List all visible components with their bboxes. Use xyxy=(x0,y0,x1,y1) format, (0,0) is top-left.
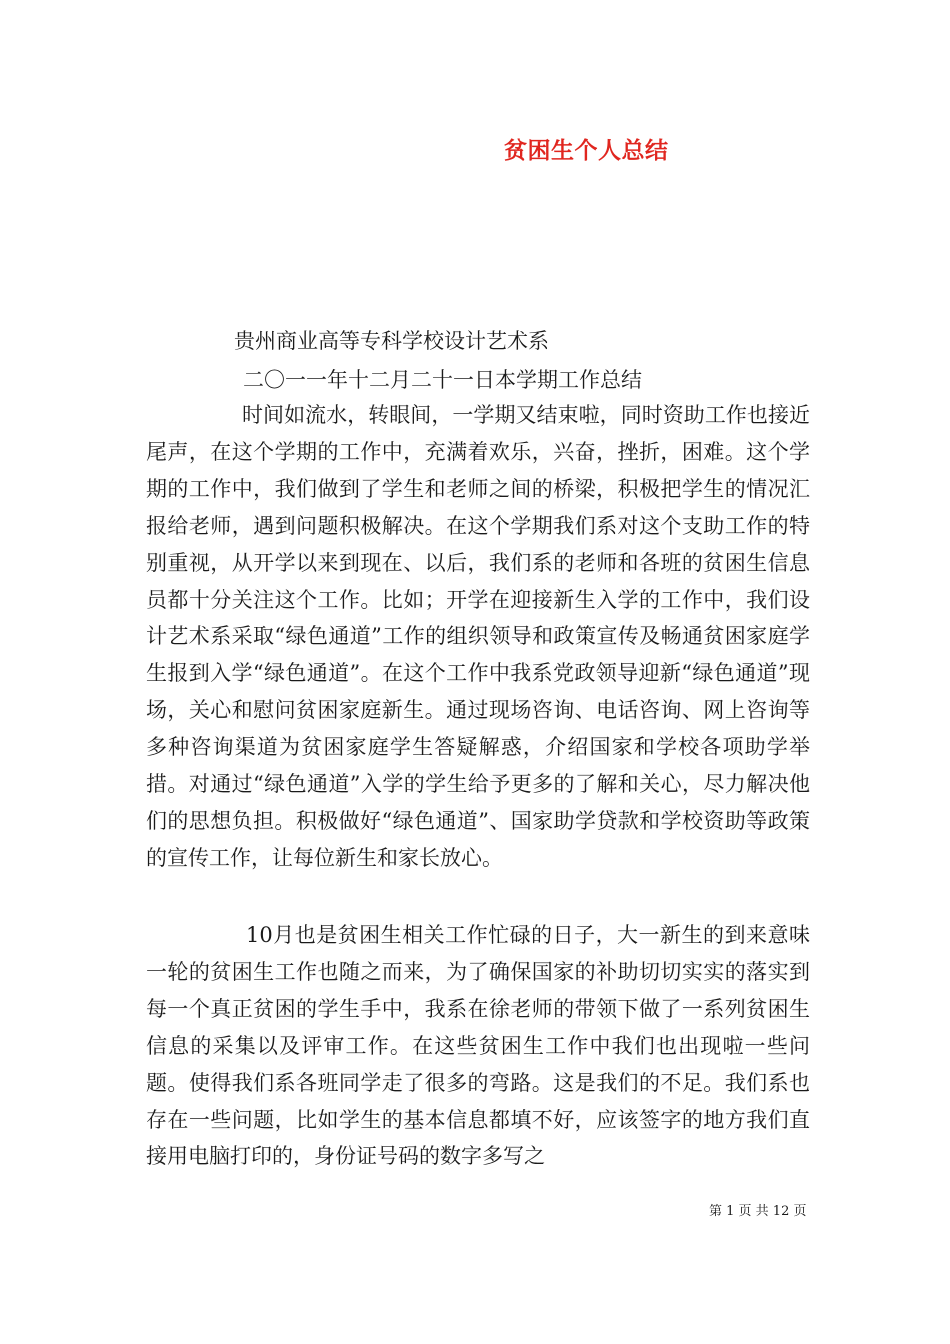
school-line: 贵州商业高等专科学校设计艺术系 xyxy=(234,329,549,353)
body-paragraph-2: 10月也是贫困生相关工作忙碌的日子，大一新生的到来意味一轮的贫困生工作也随之而来，为了确保国家的补助切切实实的落实到每一个真正贫困的学生手中，我系在徐老师的带领下做了一系列贫困生信息的采集以及评审工作。在这些贫困生工作中我们也出现啦一些问题。使得我们系各班同学走了很多的弯路。这是我们的不足。我们系也存在一些问题，比如学生的基本信息都填不好，应该签字的地方我们直接用电脑打印的，身份证号码的数字多写之 xyxy=(146,923,810,1169)
body-paragraph-1: 时间如流水，转眼间，一学期又结束啦，同时资助工作也接近尾声，在这个学期的工作中，充满着欢乐，兴奋，挫折，困难。这个学期的工作中，我们做到了学生和老师之间的桥梁，积极把学生的情况汇报给老师，遇到问题积极解决。在这个学期我们系对这个支助工作的特别重视，从开学以来到现在、以后，我们系的老师和各班的贫困生信息员都十分关注这个工作。比如；开学在迎接新生入学的工作中，我们设计艺术系采取“绿色通道”工作的组织领导和政策宣传及畅通贫困家庭学生报到入学“绿色通道”。在这个工作中我系党政领导迎新“绿色通道”现场，关心和慰问贫困家庭新生。通过现场咨询、电话咨询、网上咨询等多种咨询渠道为贫困家庭学生答疑解惑，介绍国家和学校各项助学举措。对通过“绿色通道”入学的学生给予更多的了解和关心，尽力解决他们的思想负担。积极做好“绿色通道”、国家助学贷款和学校资助等政策的宣传工作，让每位新生和家长放心。 xyxy=(146,403,810,870)
date-line: 二〇一一年十二月二十一日本学期工作总结 xyxy=(243,368,642,392)
document-title: 贫困生个人总结 xyxy=(504,138,669,164)
page-footer: 第 1 页 共 12 页 xyxy=(709,1204,807,1219)
